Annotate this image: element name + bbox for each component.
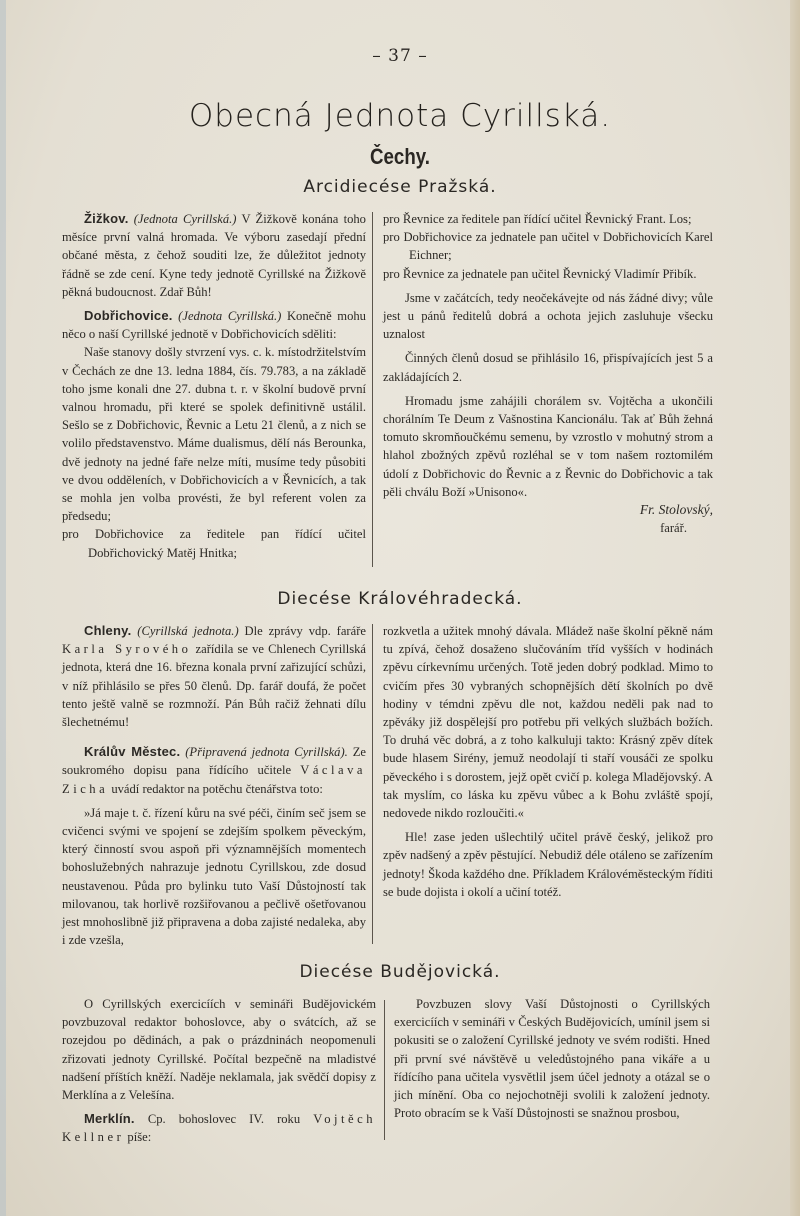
article-dobrichovice bbox=[62, 307, 366, 343]
article-subtitle: (Jednota Cyrillská.) bbox=[178, 309, 282, 324]
paragraph: Naše stanovy došly stvrzení vys. c. k. místodržitelstvím v Čechách ze dne 13. ledna 1884, čís. 79.783, a na základě toho jsme konali dne 27. dubna t. r. v školní budově první valnou hromadu, při které se spolek definitivně ustálil. Sešlo se z Dobřichovic, Řevnic a Letu 21 členů, a z nich se volilo představenstvo. Máme dualismus, dělí nás Berounka, dvě jednoty na jedné faře nelze míti, musíme tedy působiti ve dvou odděleních, v Dobřichovicích a v Řevnicích, a tak se mohla jen volba provésti, že byl referent volen za předsedu; bbox=[62, 345, 366, 524]
article-heading: Merklín. bbox=[84, 1111, 135, 1127]
paragraph: pro Dobřichovice za ředitele pan řídící učitel Dobřichovický Matěj Hnitka; bbox=[62, 527, 366, 560]
article-zizkov bbox=[62, 210, 366, 301]
paragraph: Hle! zase jeden ušlechtilý učitel právě český, jelikož pro zpěv nadšený a zpěv pěstující. Nebudiž déle otáleno se zařízením jednoty! Škoda každého dne. Příkladem Královéměsteckým říditi se bude dojista i okolí a učiní totéž. bbox=[383, 830, 713, 899]
signature-title: farář. bbox=[660, 521, 687, 536]
section-title-budejovice: Diecése Budějovická. bbox=[299, 962, 501, 982]
paragraph: rozkvetla a užitek mnohý dávala. Mládež naše školní pěkně nám tu zpívá, čehož dosaženo slučováním tříd vyšších v hodinách zpěvu církevnímu určených. Totě jeden dobrý podklad. Mimo to cvičím přes 30 vybraných schopnějších dětí školních po dvě hodiny v témdni zpěvu dle not, každou neděli pak nad to zpěváky již dospělejší pro potřebu při velkých službách božích. To druhá věc dobrá, a z toho kalkuluji takto: Krásný zpěv dítek bude hlasem Sirény, jemuž neodolají ti staří vousáči ze spolku pěveckého i s dorostem, jejž opět cvičí p. kolega Mladějovský. A tak myslím, co láska ku zpěvu vůbec a k Bohu zvláště spojí, nedovede nikdo rozloučiti.« bbox=[383, 624, 713, 821]
column-hradec-left bbox=[62, 622, 366, 949]
quoted-letter: »Já maje t. č. řízení kůru na své péči, činím seč jsem se cvičenci svými ve spojení se zdejším spolkem pěveckým, který činností svou aspoň při významnějších momentech bohoslužebných nahrazuje jednotu Cyrillskou, zde dosud neustavenou. Půda pro bylinku tuto Vaší Důstojností tak milovanou, tak horlivě rozšiřovanou a pečlivě ošetřovanou jest mnohoslibně již připravena a doba zajisté nedaleka, aby i zde vzešla, bbox=[62, 805, 366, 948]
paragraph: Jsme v začátcích, tedy neočekávejte od nás žádné divy; vůle jest u pánů ředitelů dobrá a ochota jejich zasluhuje všecku uznalost bbox=[383, 290, 713, 342]
article-text: Cp. bohoslovec IV. roku bbox=[134, 1112, 314, 1127]
page-number: – 37 – bbox=[372, 46, 428, 66]
column-praha-left bbox=[62, 210, 366, 562]
column-divider bbox=[372, 212, 373, 567]
signature-name: Fr. Stolovský, bbox=[639, 502, 713, 518]
article-text: Konečně mohu něco o naší Cyrillské jednotě v Dobřichovicích sděliti: bbox=[62, 309, 366, 342]
list-item: pro Dobřichovice za jednatele pan učitel v Dobřichovicích Karel Eichner; bbox=[383, 230, 713, 263]
main-title: Obecná Jednota Cyrillská. bbox=[188, 98, 612, 134]
article-chleny bbox=[62, 622, 366, 731]
paragraph: O Cyrillských exercicíích v semináři Budějovickém povzbuzoval redaktor bohoslovce, aby o svátcích, až se rozejdou po dědinách, a pak o prázdninách neopomenuli zřizovati jednoty Cyrillské. Počítal bezpečně na mladistvé nadšení příštích kněží. Naděje neklamala, jak svědčí dopisy z Merklína a z Velešína. bbox=[62, 997, 376, 1103]
article-kraluv-mestec bbox=[62, 743, 366, 798]
section-title-hradec: Diecése Královéhradecká. bbox=[277, 589, 523, 609]
article-text: zařídila se ve Chlenech Cyrillská jednota, která dne 16. března konala první zařizující schůzi, v níž přihlásilo se přes 50 členů. Dp. farář doufá, že počet tento ještě valně se rozmnoží. Pán Bůh račiž žehnati dílu šlechetnému! bbox=[62, 642, 366, 730]
section-title-praha: Arcidiecése Pražská. bbox=[303, 177, 497, 197]
article-heading: Žižkov. bbox=[84, 211, 129, 226]
article-text: píše: bbox=[124, 1130, 152, 1145]
column-divider bbox=[372, 624, 373, 944]
list-item: pro Řevnice za jednatele pan učitel Řevnický Vladimír Přibík. bbox=[383, 266, 697, 281]
article-subtitle: (Cyrillská jednota.) bbox=[137, 624, 239, 638]
paragraph: Hromadu jsme zahájili chorálem sv. Vojtěcha a ukončili chorálním Te Deum z Vašnostina Kancionálu. Tak ať Bůh žehná tomuto skromňoučkému semenu, by vzrostlo v mohutný strom a hlahol zbožných zpěvů rozléhal se v tom našem roztomilém údolí z Dobřichovic do Řevnic a z Řevnic do Dobřichovic a tak pěli chválu Boží »Unisono«. bbox=[383, 393, 713, 499]
article-heading: Chleny. bbox=[84, 623, 132, 638]
article-text: V Žižkově konána toho měsíce první valná hromada. Ve výboru zasedají přední občané města, z čehož souditi lze, že důležitot jednoty řádně se zde cení. Kyne tedy jednotě Cyrillské na Žižkově pěkná budoucnost. Zdař Bůh! bbox=[62, 212, 366, 299]
article-subtitle: (Připravená jednota Cyrillská). bbox=[185, 745, 348, 760]
article-merklin bbox=[62, 1110, 376, 1146]
column-hradec-right bbox=[383, 622, 713, 901]
article-subtitle: (Jednota Cyrillská.) bbox=[133, 212, 237, 226]
article-heading: Králův Městec. bbox=[84, 744, 181, 760]
spaced-name: Václava Zicha bbox=[62, 763, 366, 796]
column-budejovice-right bbox=[394, 995, 710, 1122]
article-text: Ze soukromého dopisu pana řídícího učitele bbox=[62, 745, 366, 778]
column-praha-right bbox=[383, 210, 713, 537]
list-item: pro Řevnice za ředitele pan řídící učitel Řevnický Frant. Los; bbox=[383, 212, 692, 226]
article-text: Dle zprávy vdp. faráře bbox=[238, 624, 367, 638]
article-heading: Dobřichovice. bbox=[84, 308, 173, 324]
spaced-name: Karla Syrového bbox=[62, 642, 192, 657]
spaced-name: Vojtěch Kellner bbox=[62, 1112, 376, 1145]
region-title: Čechy. bbox=[370, 144, 430, 169]
paragraph: Povzbuzen slovy Vaší Důstojnosti o Cyrillských exercicíích v semináři v Českých Budějovicích, umínil jsem si pokusiti se o založení Cyrillské jednoty ve svém rodišti. Hned při první své návštěvě u veledůstojného pana vikáře a u řídícího pana učitela vysvětlil jsem účel jednoty a otázal se o jich mínění. Oba co nejochotněji svolili k založení jednoty. Proto obracím se k Vaší Důstojnosti se snažnou prosbou, bbox=[394, 997, 710, 1121]
signature bbox=[383, 501, 713, 519]
column-divider bbox=[384, 1000, 385, 1140]
column-budejovice-left bbox=[62, 995, 376, 1147]
paragraph: Činných členů dosud se přihlásilo 16, přispívajících jest 5 a zakládajících 2. bbox=[383, 351, 713, 384]
article-text: uvádí redaktor na potěchu čtenářstva toto: bbox=[108, 781, 323, 796]
